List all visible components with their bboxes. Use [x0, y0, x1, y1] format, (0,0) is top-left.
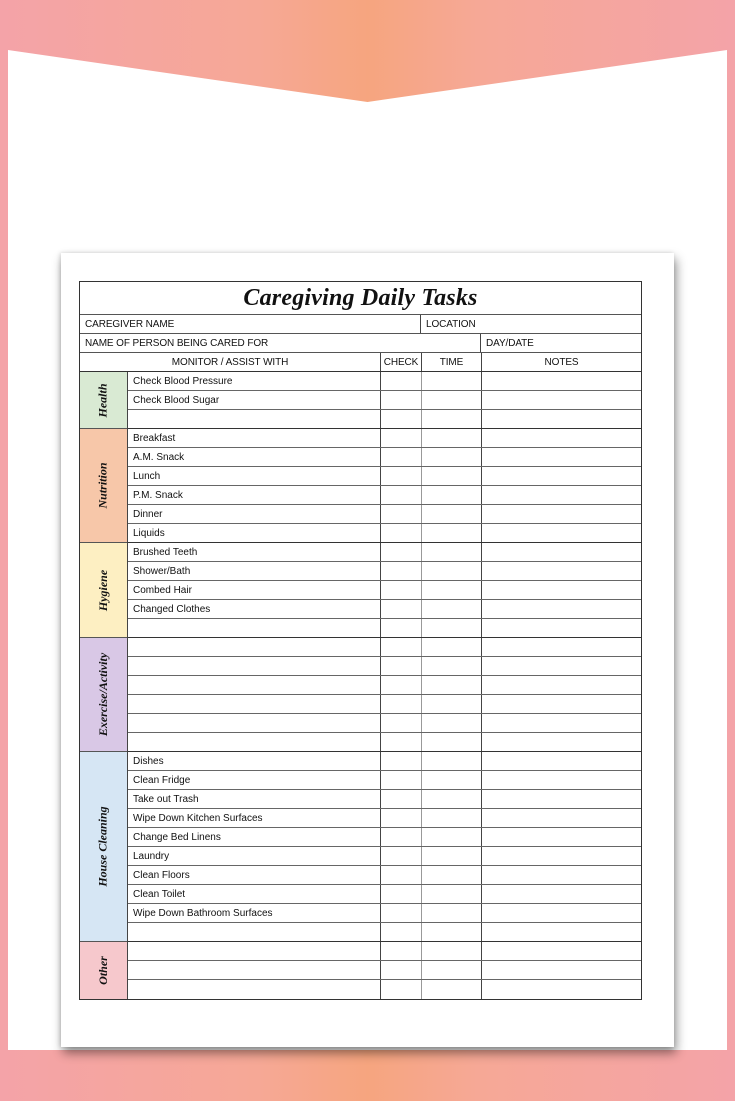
notes-cell[interactable]: [481, 524, 641, 542]
time-cell[interactable]: [421, 391, 481, 409]
time-cell[interactable]: [421, 885, 481, 903]
time-cell[interactable]: [421, 486, 481, 504]
task-row: [128, 524, 641, 543]
notes-cell[interactable]: [481, 676, 641, 694]
notes-cell[interactable]: [481, 885, 641, 903]
category-exercise-activity: [80, 638, 127, 752]
check-cell[interactable]: [380, 486, 421, 504]
notes-cell[interactable]: [481, 904, 641, 922]
task-label[interactable]: Lunch: [133, 470, 161, 482]
category-house-cleaning: [80, 752, 127, 942]
notes-cell[interactable]: [481, 429, 641, 447]
check-cell[interactable]: [380, 942, 421, 960]
task-row: [128, 714, 641, 733]
check-cell[interactable]: [380, 904, 421, 922]
check-cell[interactable]: [380, 866, 421, 884]
person-cared-for-label: NAME OF PERSON BEING CARED FOR: [85, 337, 269, 349]
caregiver-name-label: CAREGIVER NAME: [85, 318, 175, 330]
task-label[interactable]: Wipe Down Kitchen Surfaces: [133, 812, 263, 824]
time-cell[interactable]: [421, 543, 481, 561]
notes-cell[interactable]: [481, 923, 641, 941]
check-cell[interactable]: [380, 733, 421, 751]
task-label[interactable]: Liquids: [133, 527, 165, 539]
check-cell[interactable]: [380, 676, 421, 694]
task-label[interactable]: Changed Clothes: [133, 603, 211, 615]
task-label[interactable]: [128, 676, 380, 694]
task-label[interactable]: Clean Toilet: [133, 888, 186, 900]
check-cell[interactable]: [380, 391, 421, 409]
notes-cell[interactable]: [481, 980, 641, 999]
time-cell[interactable]: [421, 923, 481, 941]
notes-cell[interactable]: [481, 505, 641, 523]
time-cell[interactable]: [421, 790, 481, 808]
time-cell[interactable]: [421, 676, 481, 694]
check-cell[interactable]: [380, 429, 421, 447]
location-label: LOCATION: [426, 318, 476, 330]
time-cell[interactable]: [421, 600, 481, 618]
task-row: [128, 467, 641, 486]
check-cell[interactable]: [380, 505, 421, 523]
notes-cell[interactable]: [481, 733, 641, 751]
task-row: [128, 695, 641, 714]
task-label[interactable]: P.M. Snack: [133, 489, 183, 501]
notes-cell[interactable]: [481, 942, 641, 960]
notes-cell[interactable]: [481, 809, 641, 827]
location-field[interactable]: [420, 315, 641, 333]
notes-cell[interactable]: [481, 695, 641, 713]
task-row: [128, 676, 641, 695]
check-cell[interactable]: [380, 828, 421, 846]
task-row: [128, 562, 641, 581]
task-row: [128, 638, 641, 657]
task-label[interactable]: [128, 980, 380, 999]
task-label[interactable]: Clean Fridge: [133, 774, 191, 786]
task-label[interactable]: Check Blood Sugar: [133, 394, 220, 406]
task-row: [128, 790, 641, 809]
check-cell[interactable]: [380, 543, 421, 561]
notes-cell[interactable]: [481, 486, 641, 504]
notes-cell[interactable]: [481, 790, 641, 808]
task-label[interactable]: Change Bed Linens: [133, 831, 221, 843]
column-header-monitor: MONITOR / ASSIST WITH: [171, 356, 289, 368]
task-row: [128, 809, 641, 828]
time-cell[interactable]: [421, 657, 481, 675]
notes-cell[interactable]: [481, 410, 641, 428]
notes-cell[interactable]: [481, 657, 641, 675]
time-cell[interactable]: [421, 410, 481, 428]
task-label[interactable]: [128, 657, 380, 675]
time-cell[interactable]: [421, 505, 481, 523]
task-label[interactable]: Dinner: [133, 508, 163, 520]
task-label[interactable]: Breakfast: [133, 432, 176, 444]
task-row: [128, 904, 641, 923]
notes-cell[interactable]: [481, 828, 641, 846]
category-label: House Cleaning: [96, 806, 111, 887]
time-cell[interactable]: [421, 714, 481, 732]
task-label[interactable]: [128, 923, 380, 941]
check-cell[interactable]: [380, 714, 421, 732]
task-label[interactable]: [128, 638, 380, 656]
task-label[interactable]: [128, 695, 380, 713]
task-label[interactable]: Check Blood Pressure: [133, 375, 233, 387]
printable-page: [61, 253, 674, 1047]
check-cell[interactable]: [380, 410, 421, 428]
time-cell[interactable]: [421, 752, 481, 770]
check-cell[interactable]: [380, 980, 421, 999]
person-cared-for-field[interactable]: [80, 334, 480, 352]
notes-cell[interactable]: [481, 562, 641, 580]
task-rows: [128, 372, 641, 999]
day-date-label: DAY/DATE: [486, 337, 534, 349]
time-cell[interactable]: [421, 961, 481, 979]
column-header-time: TIME: [421, 353, 481, 371]
category-column: [80, 372, 128, 999]
task-row: [128, 828, 641, 847]
check-cell[interactable]: [380, 600, 421, 618]
category-label: Health: [95, 382, 110, 418]
notes-cell[interactable]: [481, 448, 641, 466]
check-cell[interactable]: [380, 847, 421, 865]
task-label[interactable]: Laundry: [133, 850, 170, 862]
check-cell[interactable]: [380, 809, 421, 827]
time-cell[interactable]: [421, 847, 481, 865]
task-row: [128, 581, 641, 600]
time-cell[interactable]: [421, 467, 481, 485]
person-row: [80, 334, 641, 353]
time-cell[interactable]: [421, 904, 481, 922]
task-label[interactable]: Clean Floors: [133, 869, 190, 881]
task-row: [128, 543, 641, 562]
time-cell[interactable]: [421, 942, 481, 960]
task-row: [128, 619, 641, 638]
time-cell[interactable]: [421, 695, 481, 713]
category-label: Nutrition: [96, 462, 110, 509]
category-other: [80, 942, 127, 999]
time-cell[interactable]: [421, 828, 481, 846]
day-date-field[interactable]: [480, 334, 641, 352]
task-row: [128, 505, 641, 524]
check-cell[interactable]: [380, 752, 421, 770]
task-row: [128, 733, 641, 752]
time-cell[interactable]: [421, 524, 481, 542]
task-row: [128, 372, 641, 391]
task-row: [128, 961, 641, 980]
task-row: [128, 657, 641, 676]
column-header-row: [80, 353, 641, 372]
check-cell[interactable]: [380, 923, 421, 941]
task-label[interactable]: [128, 942, 380, 960]
check-cell[interactable]: [380, 619, 421, 637]
category-health: [80, 372, 127, 429]
time-cell[interactable]: [421, 866, 481, 884]
check-cell[interactable]: [380, 961, 421, 979]
task-label[interactable]: Combed Hair: [133, 584, 192, 596]
notes-cell[interactable]: [481, 847, 641, 865]
task-table: [80, 372, 641, 999]
task-row: [128, 942, 641, 961]
task-label[interactable]: Wipe Down Bathroom Surfaces: [133, 907, 273, 919]
task-label[interactable]: [128, 619, 380, 637]
check-cell[interactable]: [380, 638, 421, 656]
notes-cell[interactable]: [481, 752, 641, 770]
title-row: [80, 282, 641, 315]
check-cell[interactable]: [380, 657, 421, 675]
time-cell[interactable]: [421, 619, 481, 637]
notes-cell[interactable]: [481, 638, 641, 656]
category-nutrition: [80, 429, 127, 543]
task-label[interactable]: [128, 410, 380, 428]
notes-cell[interactable]: [481, 866, 641, 884]
notes-cell[interactable]: [481, 771, 641, 789]
check-cell[interactable]: [380, 581, 421, 599]
task-label[interactable]: [128, 733, 380, 751]
check-cell[interactable]: [380, 467, 421, 485]
task-row: [128, 486, 641, 505]
time-cell[interactable]: [421, 562, 481, 580]
task-label[interactable]: [128, 961, 380, 979]
task-row: [128, 980, 641, 999]
time-cell[interactable]: [421, 809, 481, 827]
task-row: [128, 391, 641, 410]
notes-cell[interactable]: [481, 391, 641, 409]
time-cell[interactable]: [421, 581, 481, 599]
task-label[interactable]: [128, 714, 380, 732]
notes-cell[interactable]: [481, 600, 641, 618]
notes-cell[interactable]: [481, 961, 641, 979]
time-cell[interactable]: [421, 980, 481, 999]
check-cell[interactable]: [380, 885, 421, 903]
caregiving-tasks-form: [79, 281, 642, 1000]
task-row: [128, 771, 641, 790]
notes-cell[interactable]: [481, 543, 641, 561]
task-row: [128, 923, 641, 942]
category-label: Other: [95, 956, 110, 985]
task-label[interactable]: Shower/Bath: [133, 565, 191, 577]
notes-cell[interactable]: [481, 467, 641, 485]
time-cell[interactable]: [421, 448, 481, 466]
caregiver-name-field[interactable]: [80, 315, 420, 333]
task-label[interactable]: Brushed Teeth: [133, 546, 198, 558]
check-cell[interactable]: [380, 372, 421, 390]
task-label[interactable]: A.M. Snack: [133, 451, 185, 463]
category-label: Hygiene: [95, 569, 110, 611]
task-row: [128, 410, 641, 429]
notes-cell[interactable]: [481, 581, 641, 599]
task-row: [128, 448, 641, 467]
task-row: [128, 429, 641, 448]
notes-cell[interactable]: [481, 714, 641, 732]
check-cell[interactable]: [380, 448, 421, 466]
task-row: [128, 600, 641, 619]
task-row: [128, 752, 641, 771]
time-cell[interactable]: [421, 771, 481, 789]
notes-cell[interactable]: [481, 619, 641, 637]
category-hygiene: [80, 543, 127, 638]
column-header-notes: NOTES: [481, 353, 641, 371]
check-cell[interactable]: [380, 771, 421, 789]
task-row: [128, 885, 641, 904]
task-label[interactable]: Dishes: [133, 755, 164, 767]
notes-cell[interactable]: [481, 372, 641, 390]
category-label: Exercise/Activity: [96, 652, 110, 737]
task-row: [128, 847, 641, 866]
check-cell[interactable]: [380, 562, 421, 580]
form-title: Caregiving Daily Tasks: [243, 284, 478, 311]
check-cell[interactable]: [380, 790, 421, 808]
task-row: [128, 866, 641, 885]
check-cell[interactable]: [380, 695, 421, 713]
check-cell[interactable]: [380, 524, 421, 542]
time-cell[interactable]: [421, 372, 481, 390]
caregiver-row: [80, 315, 641, 334]
time-cell[interactable]: [421, 638, 481, 656]
time-cell[interactable]: [421, 429, 481, 447]
column-header-check: CHECK: [380, 353, 421, 371]
task-label[interactable]: Take out Trash: [133, 793, 199, 805]
time-cell[interactable]: [421, 733, 481, 751]
